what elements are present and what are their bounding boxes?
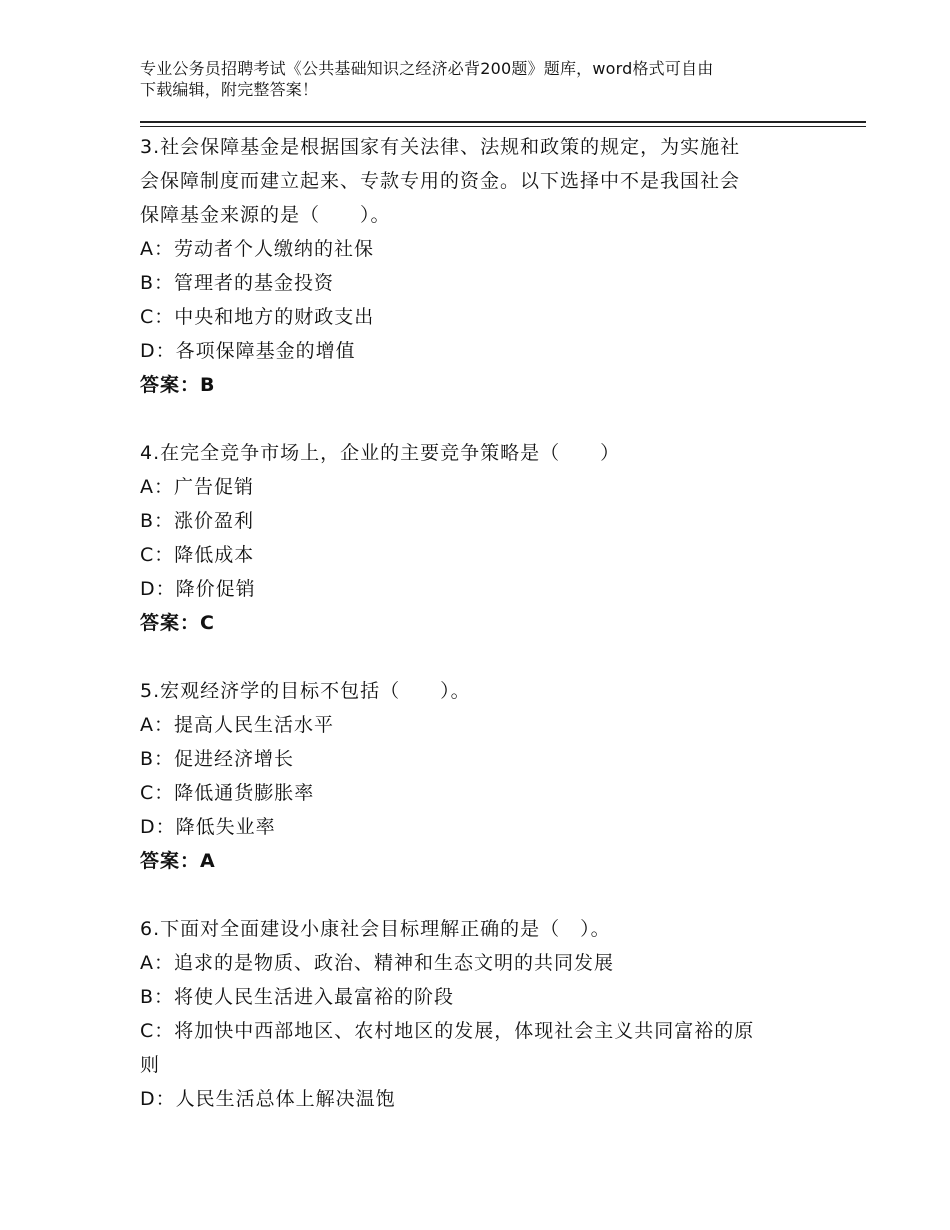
question-3-line-2: 会保障制度而建立起来、专款专用的资金。以下选择中不是我国社会 [140,170,741,192]
question-4-option-c: C：降低成本 [140,544,255,566]
question-3-line-1: 3.社会保障基金是根据国家有关法律、法规和政策的规定，为实施社 [140,136,741,158]
question-3 [140,130,820,402]
question-5-line-1: 5.宏观经济学的目标不包括（ ）。 [140,680,471,702]
question-6-stem [140,912,820,946]
question-3-option-a: A：劳动者个人缴纳的社保 [140,238,374,260]
question-3-line-3: 保障基金来源的是（ ）。 [140,204,391,226]
question-4 [140,436,820,640]
question-5-stem [140,674,820,708]
question-5-option-b: B：促进经济增长 [140,748,295,770]
question-3-answer: 答案：B [140,374,216,396]
question-3-stem [140,130,820,232]
question-5 [140,674,820,878]
header-rule-thick [140,121,866,123]
question-6-option-c: C：将加快中西部地区、农村地区的发展，体现社会主义共同富裕的原 [140,1020,755,1042]
question-3-option-b: B：管理者的基金投资 [140,272,335,294]
header-line-1: 专业公务员招聘考试《公共基础知识之经济必背200题》题库，word格式可自由 [140,59,714,78]
question-6-option-c-continued: 则 [140,1054,161,1076]
question-6-line-1: 6.下面对全面建设小康社会目标理解正确的是（ ）。 [140,918,611,940]
question-6 [140,912,820,1116]
question-4-stem [140,436,820,470]
question-5-option-a: A：提高人民生活水平 [140,714,334,736]
document-header [140,58,830,100]
question-4-option-b: B：涨价盈利 [140,510,255,532]
question-6-option-d: D：人民生活总体上解决温饱 [140,1088,396,1110]
question-5-option-d: D：降低失业率 [140,816,276,838]
question-6-option-a: A：追求的是物质、政治、精神和生态文明的共同发展 [140,952,614,974]
question-5-answer: 答案：A [140,850,216,872]
question-6-option-b: B：将使人民生活进入最富裕的阶段 [140,986,455,1008]
question-4-option-a: A：广告促销 [140,476,254,498]
question-3-option-c: C：中央和地方的财政支出 [140,306,375,328]
question-4-option-d: D：降价促销 [140,578,256,600]
question-3-option-d: D：各项保障基金的增值 [140,340,356,362]
header-rule-thin [140,126,866,127]
question-5-option-c: C：降低通货膨胀率 [140,782,315,804]
question-4-line-1: 4.在完全竞争市场上，企业的主要竞争策略是（ ） [140,442,621,464]
question-list [140,130,820,1150]
header-line-2: 下载编辑，附完整答案！ [140,80,319,99]
question-4-answer: 答案：C [140,612,215,634]
